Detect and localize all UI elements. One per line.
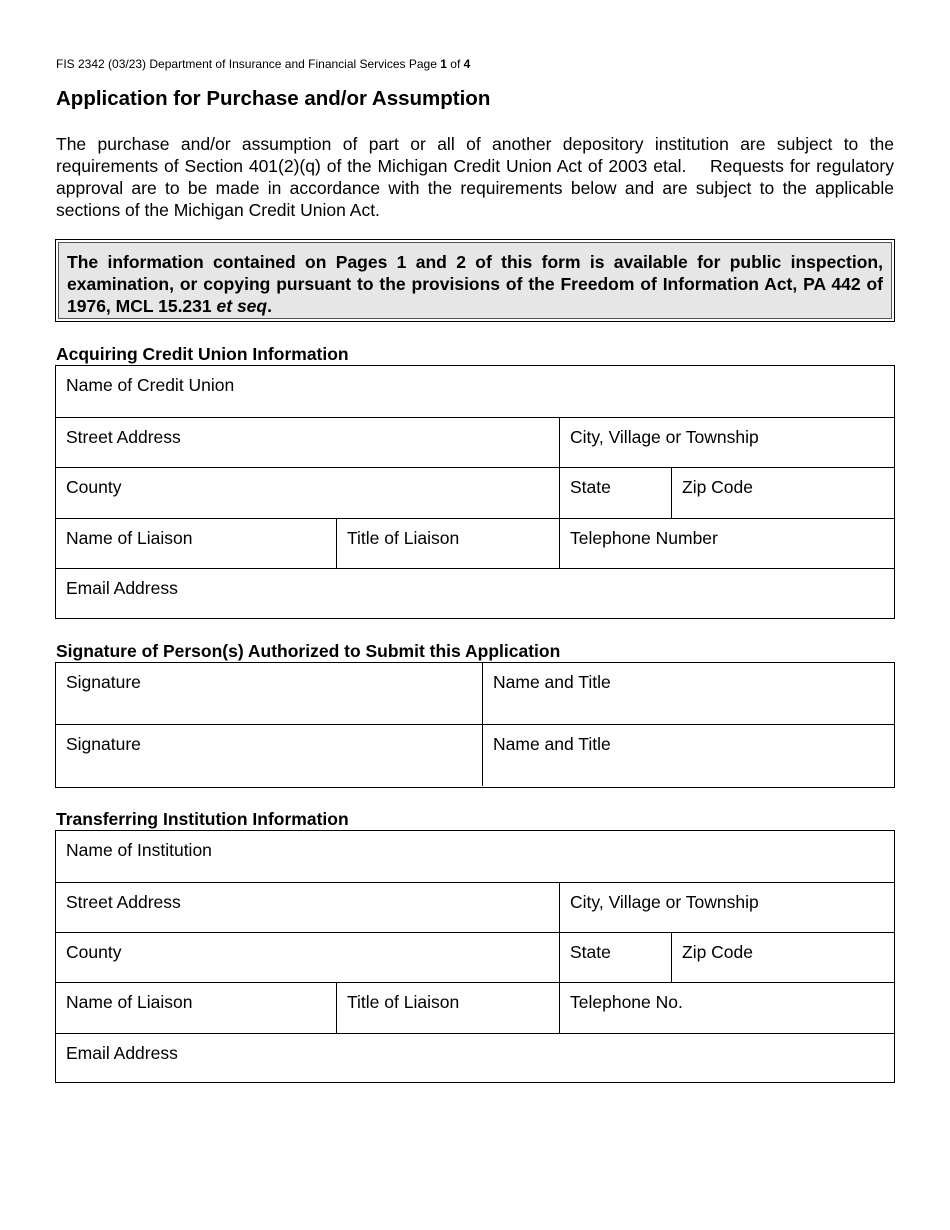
field-label: City, Village or Township (570, 892, 759, 912)
transferring-zip-field[interactable] (671, 933, 894, 982)
field-label: Zip Code (682, 942, 754, 962)
name-title-field-2[interactable] (482, 725, 894, 786)
transferring-county-field[interactable] (56, 933, 559, 982)
transferring-street-field[interactable] (56, 883, 559, 932)
field-label: Signature (66, 672, 141, 692)
field-label: Email Address (66, 1043, 178, 1063)
acquiring-liaison-name-field[interactable] (56, 519, 336, 568)
form-title: Application for Purchase and/or Assumption (56, 87, 491, 110)
transferring-phone-field[interactable] (559, 983, 894, 1033)
notice-text: The information contained on Pages 1 and 2 of this form is available for public inspection, examination, or copying pursuant to the provisions of the Freedom of Information Act, PA 442 of 1976, MCL 15.231 (67, 252, 883, 316)
form-id: FIS 2342 (03/23) Department of Insurance and Financial Services Page (56, 57, 437, 71)
transferring-city-field[interactable] (559, 883, 894, 932)
transferring-email-field[interactable] (56, 1034, 894, 1081)
field-label: County (66, 942, 122, 962)
acquiring-email-field[interactable] (56, 569, 894, 617)
acquiring-zip-field[interactable] (671, 468, 894, 518)
page-total: 4 (463, 57, 471, 71)
transferring-info-table (55, 830, 895, 1083)
notice-end: . (267, 296, 272, 316)
field-label: Zip Code (682, 477, 754, 497)
name-title-field-1[interactable] (482, 663, 894, 724)
field-label: Title of Liaison (347, 528, 460, 548)
page-current: 1 (440, 57, 447, 71)
field-label: Name of Liaison (66, 528, 193, 548)
signatures-heading: Signature of Person(s) Authorized to Submit this Application (56, 641, 561, 661)
field-label: Street Address (66, 427, 181, 447)
acquiring-name-field[interactable] (56, 366, 894, 417)
transferring-name-field[interactable] (56, 831, 894, 882)
acquiring-phone-field[interactable] (559, 519, 894, 568)
transferring-liaison-title-field[interactable] (336, 983, 559, 1033)
field-label: City, Village or Township (570, 427, 759, 447)
field-label: Name of Institution (66, 840, 212, 860)
acquiring-info-table (55, 365, 895, 619)
signature-field-1[interactable] (56, 663, 482, 724)
field-label: Signature (66, 734, 141, 754)
page-of: of (450, 57, 461, 71)
acquiring-city-field[interactable] (559, 418, 894, 467)
field-label: Name and Title (493, 734, 611, 754)
acquiring-liaison-title-field[interactable] (336, 519, 559, 568)
field-label: Telephone No. (570, 992, 683, 1012)
notice-italic: et seq (216, 296, 268, 316)
acquiring-street-field[interactable] (56, 418, 559, 467)
foia-notice (55, 239, 895, 322)
signatures-table (55, 662, 895, 788)
transferring-state-field[interactable] (559, 933, 671, 982)
field-label: County (66, 477, 122, 497)
field-label: Name and Title (493, 672, 611, 692)
field-label: Title of Liaison (347, 992, 460, 1012)
transferring-liaison-name-field[interactable] (56, 983, 336, 1033)
acquiring-heading: Acquiring Credit Union Information (56, 344, 349, 364)
field-label: Name of Credit Union (66, 375, 235, 395)
form-header (56, 57, 470, 71)
field-label: Telephone Number (570, 528, 718, 548)
field-label: Email Address (66, 578, 178, 598)
field-label: State (570, 477, 611, 497)
acquiring-county-field[interactable] (56, 468, 559, 518)
field-label: Name of Liaison (66, 992, 193, 1012)
field-label: Street Address (66, 892, 181, 912)
intro-paragraph: The purchase and/or assumption of part or all of another depository institution are subject to the requirements of Section 401(2)(q) of the Michigan Credit Union Act of 2003 etal. Requests for regulatory approval are to be made in accordance with the requirements below and are subject to the applicable sections of the Michigan Credit Union Act. (56, 134, 894, 220)
transferring-heading: Transferring Institution Information (56, 809, 349, 829)
acquiring-state-field[interactable] (559, 468, 671, 518)
field-label: State (570, 942, 611, 962)
signature-field-2[interactable] (56, 725, 482, 786)
